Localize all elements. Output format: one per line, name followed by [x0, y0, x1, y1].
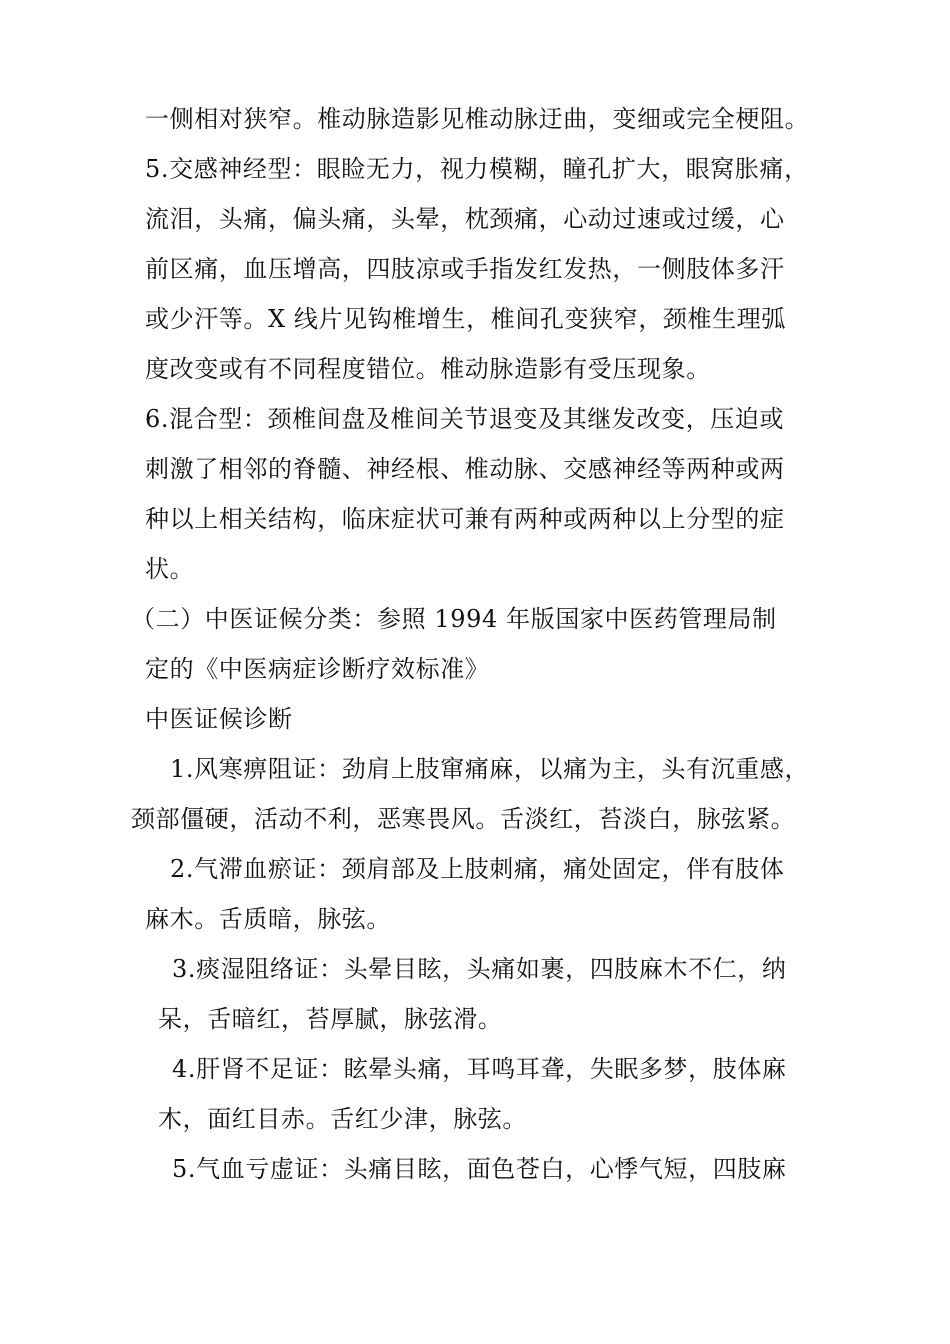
text-line-7: 6.混合型：颈椎间盘及椎间关节退变及其继发改变，压迫或 [145, 405, 785, 433]
text-line-10: 状。 [145, 555, 195, 583]
text-line-22: 5.气血亏虚证：头痛目眩，面色苍白，心悸气短，四肢麻 [172, 1155, 787, 1183]
text-line-9: 种以上相关结构，临床症状可兼有两种或两种以上分型的症 [145, 505, 785, 533]
text-line-20: 4.肝肾不足证：眩晕头痛，耳鸣耳聋，失眠多梦，肢体麻 [172, 1055, 787, 1083]
text-line-18: 3.痰湿阻络证：头晕目眩，头痛如裹，四肢麻木不仁，纳 [172, 955, 787, 983]
text-line-12: 定的《中医病症诊断疗效标准》 [145, 655, 490, 683]
text-line-11: （二）中医证候分类：参照 1994 年版国家中医药管理局制 [131, 605, 777, 633]
text-line-17: 麻木。舌质暗，脉弦。 [145, 905, 391, 933]
text-line-4: 前区痛，血压增高，四肢凉或手指发红发热，一侧肢体多汗 [145, 255, 785, 283]
text-line-6: 度改变或有不同程度错位。椎动脉造影有受压现象。 [145, 355, 711, 383]
text-line-15: 颈部僵硬，活动不利，恶寒畏风。舌淡红，苔淡白，脉弦紧。 [131, 805, 796, 833]
text-line-2: 5.交感神经型：眼睑无力，视力模糊，瞳孔扩大，眼窝胀痛， [145, 155, 809, 183]
section-heading: 中医证候诊断 [145, 705, 293, 733]
text-line-3: 流泪，头痛，偏头痛，头晕，枕颈痛，心动过速或过缓，心 [145, 205, 785, 233]
text-line-16: 2.气滞血瘀证：颈肩部及上肢刺痛，痛处固定，伴有肢体 [170, 855, 785, 883]
text-line-8: 刺激了相邻的脊髓、神经根、椎动脉、交感神经等两种或两 [145, 455, 785, 483]
text-line-5: 或少汗等。X 线片见钩椎增生，椎间孔变狭窄，颈椎生理弧 [145, 305, 786, 333]
text-line-19: 呆，舌暗红，苔厚腻，脉弦滑。 [158, 1005, 503, 1033]
text-line-21: 木，面红目赤。舌红少津，脉弦。 [158, 1105, 527, 1133]
text-line-1: 一侧相对狭窄。椎动脉造影见椎动脉迂曲，变细或完全梗阻。 [145, 105, 810, 133]
text-line-14: 1.风寒痹阻证：劲肩上肢窜痛麻，以痛为主，头有沉重感， [170, 755, 810, 783]
